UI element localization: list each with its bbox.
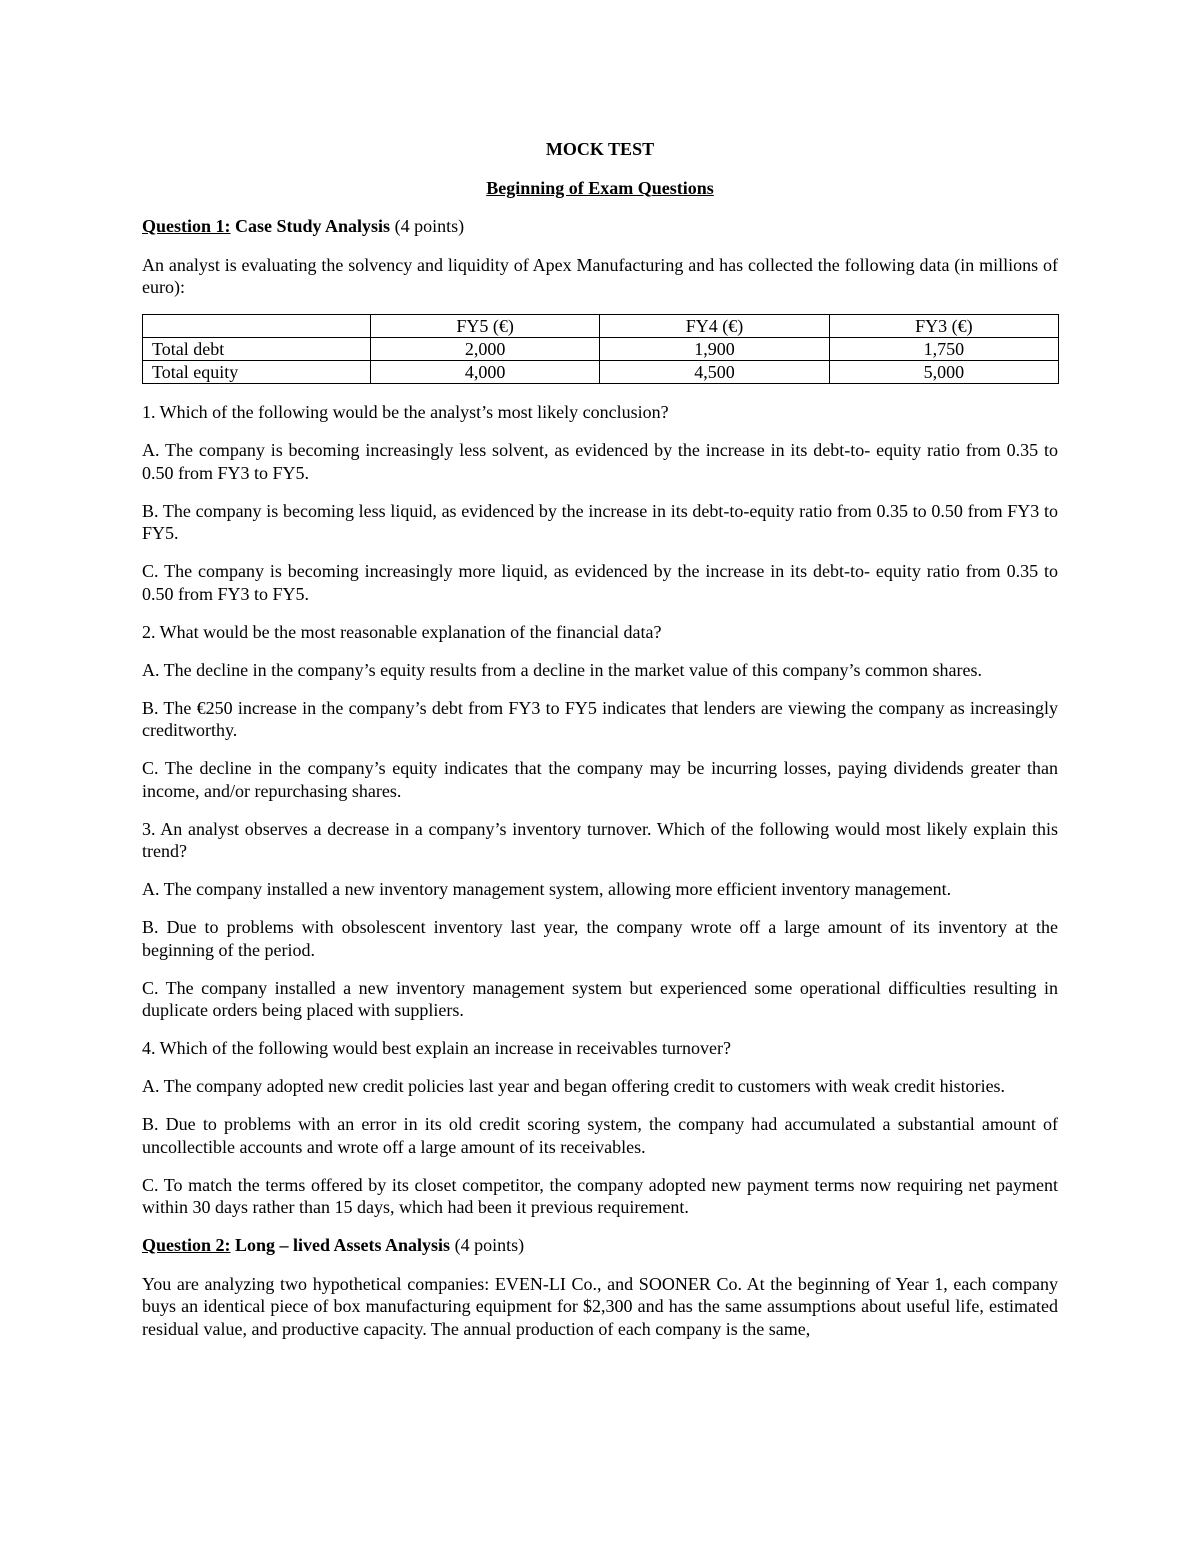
document-page xyxy=(142,138,1058,1356)
table-cell: 1,750 xyxy=(829,338,1058,361)
question-1-option-2c: C. The decline in the company’s equity indicates that the company may be incurring losses, paying dividends greater than income, and/or repurchasing shares. xyxy=(142,758,1058,801)
question-1-option-3a: A. The company installed a new inventory management system, allowing more efficient inventory management. xyxy=(142,879,952,899)
table-header-cell: FY4 (€) xyxy=(600,315,829,338)
question-1-option-4c: C. To match the terms offered by its closet competitor, the company adopted new payment terms now requiring net payment within 30 days rather than 15 days, which had been it previous requirement. xyxy=(142,1174,1058,1217)
question-1-option-3b: B. Due to problems with obsolescent inventory last year, the company wrote off a large amount of its inventory at the beginning of the period. xyxy=(142,917,1058,960)
table-row xyxy=(143,361,1059,384)
page-title: MOCK TEST xyxy=(545,139,655,159)
question-1-option-4b: B. Due to problems with an error in its old credit scoring system, the company had accumulated a substantial amount of uncollectible accounts and wrote off a large amount of its receivables. xyxy=(142,1114,1058,1157)
table-header-cell: FY3 (€) xyxy=(829,315,1058,338)
question-1-label: Question 1: xyxy=(142,216,231,236)
question-1-points: (4 points) xyxy=(390,216,465,236)
table-cell: 1,900 xyxy=(600,338,829,361)
question-2-heading xyxy=(142,1234,1058,1257)
table-cell: 2,000 xyxy=(371,338,600,361)
table-header-row xyxy=(143,315,1059,338)
table-cell: 4,500 xyxy=(600,361,829,384)
question-1-intro: An analyst is evaluating the solvency and liquidity of Apex Manufacturing and has collected the following data (in millions of euro): xyxy=(142,254,1058,297)
table-header-cell: FY5 (€) xyxy=(371,315,600,338)
question-1-prompt-4: 4. Which of the following would best explain an increase in receivables turnover? xyxy=(142,1038,731,1058)
table-row-label: Total equity xyxy=(143,361,371,384)
financial-data-table xyxy=(142,314,1059,384)
question-2-intro: You are analyzing two hypothetical companies: EVEN-LI Co., and SOONER Co. At the beginning of Year 1, each company buys an identical piece of box manufacturing equipment for $2,300 and has the same assumptions about useful life, estimated residual value, and productive capacity. The annual production of each company is the same, xyxy=(142,1273,1058,1339)
question-1-prompt-3: 3. An analyst observes a decrease in a company’s inventory turnover. Which of the following would most likely explain this trend? xyxy=(142,818,1058,861)
question-2-name: Long – lived Assets Analysis xyxy=(230,1235,451,1255)
question-1-option-3c: C. The company installed a new inventory management system but experienced some operational difficulties resulting in duplicate orders being placed with suppliers. xyxy=(142,977,1058,1020)
question-2-points: (4 points) xyxy=(450,1235,525,1255)
question-1-option-1c: C. The company is becoming increasingly more liquid, as evidenced by the increase in its debt-to- equity ratio from 0.35 to 0.50 from FY3 to FY5. xyxy=(142,561,1058,604)
question-1-prompt-2: 2. What would be the most reasonable explanation of the financial data? xyxy=(142,621,662,642)
question-1-name: Case Study Analysis xyxy=(230,216,391,236)
question-1-heading xyxy=(142,215,1058,238)
question-1-option-1a: A. The company is becoming increasingly less solvent, as evidenced by the increase in its debt-to- equity ratio from 0.35 to 0.50 from FY3 to FY5. xyxy=(142,440,1058,483)
question-1-option-2a: A. The decline in the company’s equity results from a decline in the market value of this company’s common shares. xyxy=(142,659,982,680)
question-1-option-4a: A. The company adopted new credit policies last year and began offering credit to customers with weak credit histories. xyxy=(142,1076,1006,1096)
table-cell: 4,000 xyxy=(371,361,600,384)
question-1-prompt-1: 1. Which of the following would be the analyst’s most likely conclusion? xyxy=(142,402,669,422)
question-1-option-1b: B. The company is becoming less liquid, as evidenced by the increase in its debt-to-equity ratio from 0.35 to 0.50 from FY3 to FY5. xyxy=(142,500,1058,543)
question-2-label: Question 2: xyxy=(142,1235,231,1255)
table-row xyxy=(143,338,1059,361)
question-1-option-2b: B. The €250 increase in the company’s debt from FY3 to FY5 indicates that lenders are viewing the company as increasingly creditworthy. xyxy=(142,697,1058,740)
table-cell: 5,000 xyxy=(829,361,1058,384)
table-header-cell xyxy=(143,315,371,338)
page-subtitle: Beginning of Exam Questions xyxy=(486,177,714,198)
table-row-label: Total debt xyxy=(143,338,371,361)
